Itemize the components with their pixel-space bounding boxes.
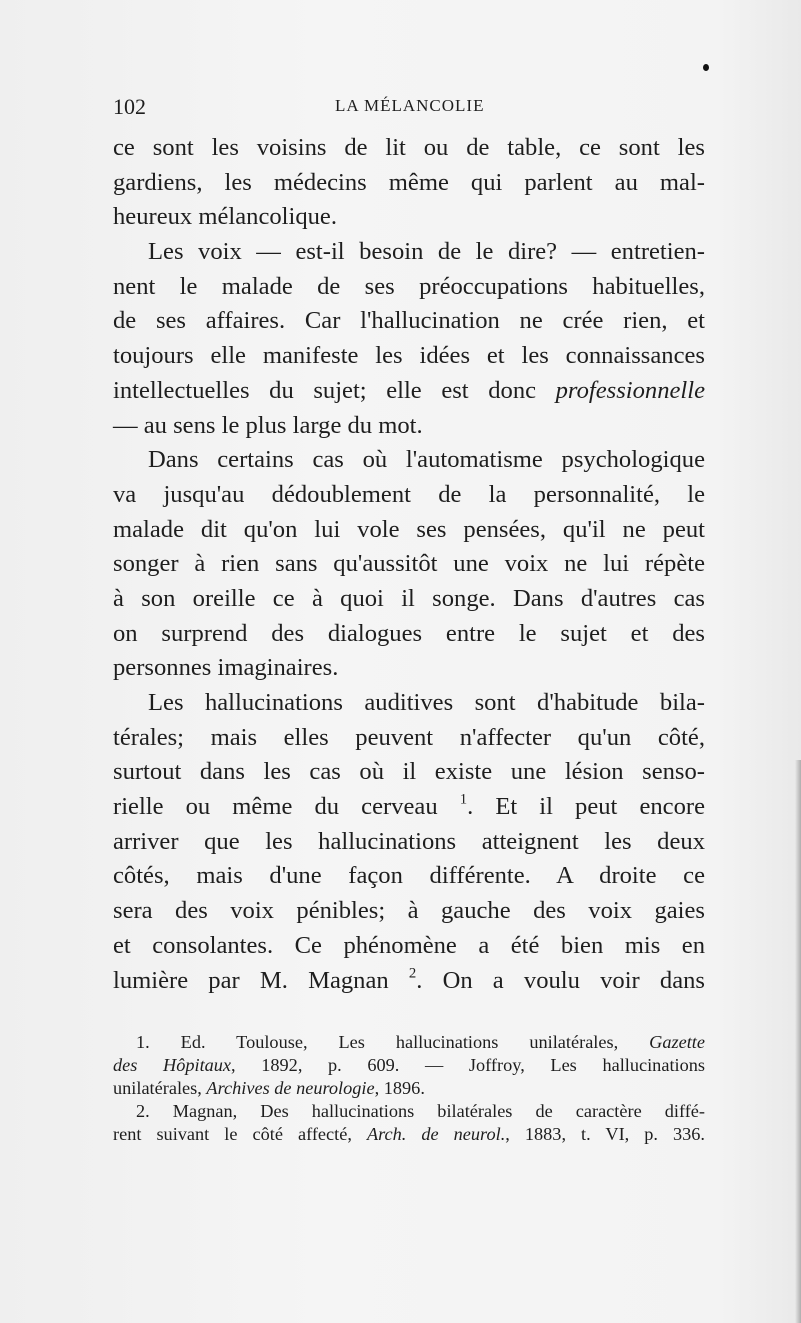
page-edge-shadow xyxy=(795,760,801,1323)
page-number: 102 xyxy=(113,94,146,119)
text-line: de ses affaires. Car l'hallucination ne crée rien, et xyxy=(113,307,705,335)
text-line: on surprend des dialogues entre le sujet et des xyxy=(113,619,705,647)
paragraph-start-line: Les hallucinations auditives sont d'habitude bila- xyxy=(148,689,705,716)
text-line: arriver que les hallucinations atteignent les deux xyxy=(113,827,705,855)
text-line: surtout dans les cas où il existe une lésion senso- xyxy=(113,758,705,786)
footnote-line: 1. Ed. Toulouse, Les hallucinations unilatérales, Gazette xyxy=(136,1032,705,1052)
footnote-ref: 2 xyxy=(408,965,417,982)
text-line: nent le malade de ses préoccupations habituelles, xyxy=(113,272,705,300)
text-line: malade dit qu'on lui vole ses pensées, qu'il ne peut xyxy=(113,515,705,543)
text-line: intellectuelles du sujet; elle est donc professionnelle xyxy=(113,376,705,404)
text-line: ce sont les voisins de lit ou de table, ce sont les xyxy=(113,134,705,161)
footnote-line: rent suivant le côté affecté, Arch. de neurol., 1883, t. VI, p. 336. xyxy=(113,1124,705,1144)
text-line: heureux mélancolique. xyxy=(113,203,337,231)
footnote-line: des Hôpitaux, 1892, p. 609. — Joffroy, Les hallucinations xyxy=(113,1055,705,1075)
text-line: à son oreille ce à quoi il songe. Dans d'autres cas xyxy=(113,584,705,612)
text-line: — au sens le plus large du mot. xyxy=(113,411,423,439)
italic-term: professionnelle xyxy=(555,376,705,404)
ink-speck xyxy=(703,64,709,71)
text-line: sera des voix pénibles; à gauche des voix gaies xyxy=(113,897,705,925)
text-line: térales; mais elles peuvent n'affecter qu'un côté, xyxy=(113,723,705,751)
paragraph-start-line: Les voix — est-il besoin de le dire? — entretien- xyxy=(148,238,705,266)
text-line: lumière par M. Magnan $^2$. On a voulu voir dans xyxy=(113,965,705,994)
paragraph-start-line: Dans certains cas où l'automatisme psychologique xyxy=(148,446,705,474)
text-line: personnes imaginaires. xyxy=(113,654,339,682)
text-line: songer à rien sans qu'aussitôt une voix ne lui répète xyxy=(113,550,705,578)
footnotes xyxy=(113,1031,705,1146)
running-header xyxy=(113,94,705,124)
text-line: côtés, mais d'une façon différente. A droite ce xyxy=(113,862,705,890)
text-line: gardiens, les médecins même qui parlent au mal- xyxy=(113,168,705,196)
running-title: LA MÉLANCOLIE xyxy=(335,96,485,115)
text-line: toujours elle manifeste les idées et les connaissances xyxy=(113,342,705,370)
body-text xyxy=(113,131,705,998)
footnote-line: unilatérales, Archives de neurologie, 1896. xyxy=(113,1078,425,1098)
footnote-ref: 1 xyxy=(459,791,468,808)
text-line: va jusqu'au dédoublement de la personnalité, le xyxy=(113,480,705,508)
footnote-line: 2. Magnan, Des hallucinations bilatérales de caractère diffé- xyxy=(136,1101,705,1121)
text-line: et consolantes. Ce phénomène a été bien mis en xyxy=(113,931,705,959)
text-line: rielle ou même du cerveau $^1$. Et il peut encore xyxy=(113,791,705,821)
